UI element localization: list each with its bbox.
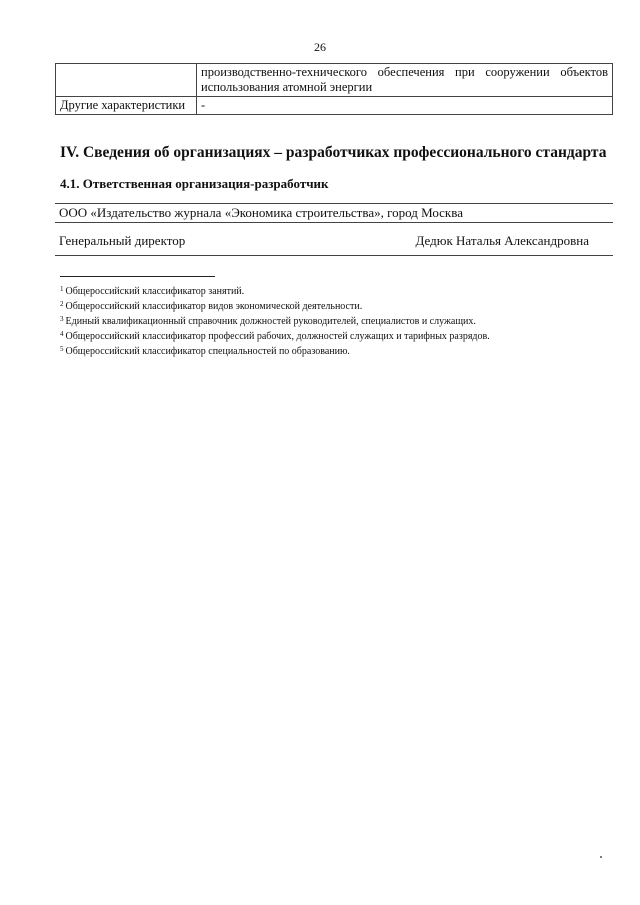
footnote-number: 3 bbox=[60, 315, 64, 323]
footnotes bbox=[60, 283, 580, 358]
table-row bbox=[56, 97, 613, 115]
organization-role: Генеральный директор bbox=[59, 233, 186, 248]
footnote bbox=[60, 343, 580, 358]
table-cell-value bbox=[197, 64, 613, 97]
footnote-text: Общероссийский классификатор специальностей по образованию. bbox=[65, 346, 350, 357]
organization-person: Дедюк Наталья Александровна bbox=[415, 233, 589, 248]
section-subtitle: 4.1. Ответственная организация-разработчик bbox=[60, 176, 329, 191]
page-number: 26 bbox=[314, 40, 326, 54]
footnote-number: 2 bbox=[60, 300, 64, 308]
characteristics-table bbox=[55, 63, 613, 115]
footnote bbox=[60, 298, 580, 313]
footnote bbox=[60, 283, 580, 298]
table-cell-text-line: использования атомной энергии bbox=[201, 80, 373, 94]
footnote bbox=[60, 313, 580, 328]
footnote-separator bbox=[60, 276, 215, 277]
footnote bbox=[60, 328, 580, 343]
footnote-number: 1 bbox=[60, 285, 64, 293]
table-cell-value: - bbox=[197, 97, 613, 115]
organization-head-row bbox=[55, 229, 613, 256]
footnote-text: Общероссийский классификатор профессий рабочих, должностей служащих и тарифных разрядов. bbox=[65, 331, 490, 342]
table-cell-text-line: производственно-технического обеспечения при сооружении объектов bbox=[201, 65, 608, 79]
footnote-number: 4 bbox=[60, 330, 64, 338]
table-cell-label bbox=[56, 64, 197, 97]
footnote-text: Общероссийский классификатор видов экономической деятельности. bbox=[65, 301, 363, 312]
footnote-number: 5 bbox=[60, 345, 64, 353]
section-title: IV. Сведения об организациях – разработчиках профессионального стандарта bbox=[60, 144, 607, 161]
scan-speck bbox=[600, 856, 602, 858]
table-row bbox=[56, 64, 613, 97]
organization-block bbox=[55, 203, 613, 255]
footnote-text: Общероссийский классификатор занятий. bbox=[65, 286, 245, 297]
footnote-text: Единый квалификационный справочник должностей руководителей, специалистов и служащих. bbox=[65, 316, 476, 327]
organization-name: ООО «Издательство журнала «Экономика строительства», город Москва bbox=[55, 203, 613, 223]
table-cell-label: Другие характеристики bbox=[56, 97, 197, 115]
